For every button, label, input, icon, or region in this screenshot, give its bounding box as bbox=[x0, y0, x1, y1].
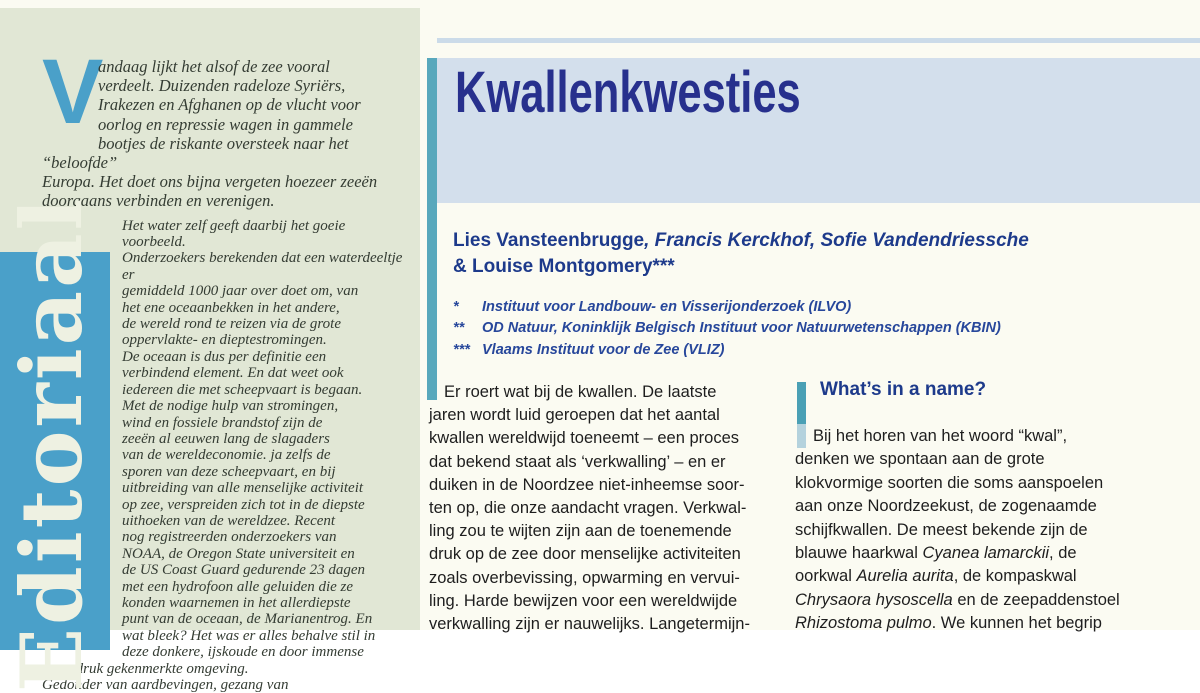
authors: Lies Vansteenbrugge, Francis Kerckhof, Sofie Vandendriessche & Louise Montgomery*** bbox=[453, 230, 1029, 277]
editorial-panel bbox=[0, 8, 420, 693]
title-band bbox=[437, 58, 1200, 203]
section-heading: What’s in a name? bbox=[820, 379, 987, 400]
section-body: Bij het horen van het woord “kwal”, denken we spontaan aan de grote klokvormige soorten die soms aanspoelen aan onze Noordzeekust, de zogenaamde schijfkwallen. De meest bekende zijn de blauwe haarkwal Cyanea lamarckii, de oorkwal Aurelia aurita, de kompaskwal Chrysaora hysoscella en de zeepaddenstoel Rhizostoma pulmo. We kunnen het begrip bbox=[795, 427, 1120, 633]
editorial-paragraph-2 bbox=[2, 195, 410, 693]
affiliation-row bbox=[453, 318, 1153, 339]
page-title: Kwallenkwesties bbox=[455, 60, 801, 125]
affiliation-text: OD Natuur, Koninklijk Belgisch Instituut voor Natuurwetenschappen (KBIN) bbox=[482, 320, 1001, 337]
affiliation-marker: ** bbox=[453, 320, 465, 337]
affiliation-text: Vlaams Instituut voor de Zee (VLIZ) bbox=[482, 341, 725, 358]
editoriaal-band bbox=[0, 195, 110, 692]
intro-paragraph: Er roert wat bij de kwallen. De laatste jaren wordt luid geroepen dat het aantal kwallen wereldwijd toeneemt – een proces dat bekend staat als ‘verkwalling’ – en er duiken in de Noordzee niet-inheemse soor- ten op, die onze aandacht vragen. Verkwal- ling zou te wijten zijn aan de toenemende druk op de zee door menselijke activiteiten zoals overbevissing, opwarming en vervui- ling. Harde bewijzen voor een wereldwijde verkwalling zijn er nauwelijks. Langetermijn- bbox=[429, 383, 750, 634]
affiliations bbox=[453, 297, 1153, 361]
affiliation-row bbox=[453, 297, 1153, 318]
affiliation-row bbox=[453, 340, 1153, 361]
editorial-paragraph-1-text: andaag lijkt het alsof de zee vooral verdeelt. Duizenden radeloze Syriërs, Irakezen en Afghanen op de vlucht voor oorlog en repressie wagen in gammele bootjes de riskante oversteek naar het “beloofde” Europa. Het doet ons bijna vergeten hoezeer zeeën doorgaans verbinden en verenigen. bbox=[42, 57, 378, 211]
header-thin-rule bbox=[437, 38, 1200, 43]
affiliation-marker: * bbox=[453, 299, 459, 315]
editorial-paragraph-1 bbox=[42, 41, 410, 211]
editoriaal-band-float bbox=[0, 195, 122, 692]
accent-stripe bbox=[427, 58, 437, 400]
editoriaal-label: Editoriaal bbox=[2, 195, 101, 692]
section-accent-bar-dark bbox=[797, 382, 806, 424]
affiliation-text: Instituut voor Landbouw- en Visserijonderzoek (ILVO) bbox=[482, 299, 852, 315]
affiliation-marker: *** bbox=[453, 341, 470, 358]
editorial-dropcap: V bbox=[42, 41, 104, 143]
editorial-paragraph-2-text: Het water zelf geeft daarbij het goeie voorbeeld. Onderzoekers berekenden dat een waterdeeltje er gemiddeld 1000 jaar over doet om, van het ene oceaanbekken in het andere, de wereld rond te reizen via de grote oppervlakte- en dieptestromingen. De oceaan is dus per definitie een verbindend element. En dat weet ook iedereen die met scheepvaart is begaan. Met de nodige hulp van stromingen, wind en fossiele brandstof zijn de zeeën al eeuwen lang de slagaders van de wereldeconomie. ja zelfs de sporen van deze scheepvaart, en bij uitbreiding van alle menselijke activiteit op zee, verspreiden zich tot in de diepste uithoeken van de wereldzee. Recent nog registreerden onderzoekers van NOAA, de Oregon State universiteit en de US Coast Guard gedurende 23 dagen met een hydrofoon alle geluiden die ze konden waarnemen in het allerdiepste punt van de oceaan, de Marianentrog. En wat bleek? Het was er alles behalve stil in deze donkere, ijskoude en door immense waterdruk gekenmerkte omgeving. Gedonder van aardbevingen, gezang van bbox=[42, 217, 403, 693]
